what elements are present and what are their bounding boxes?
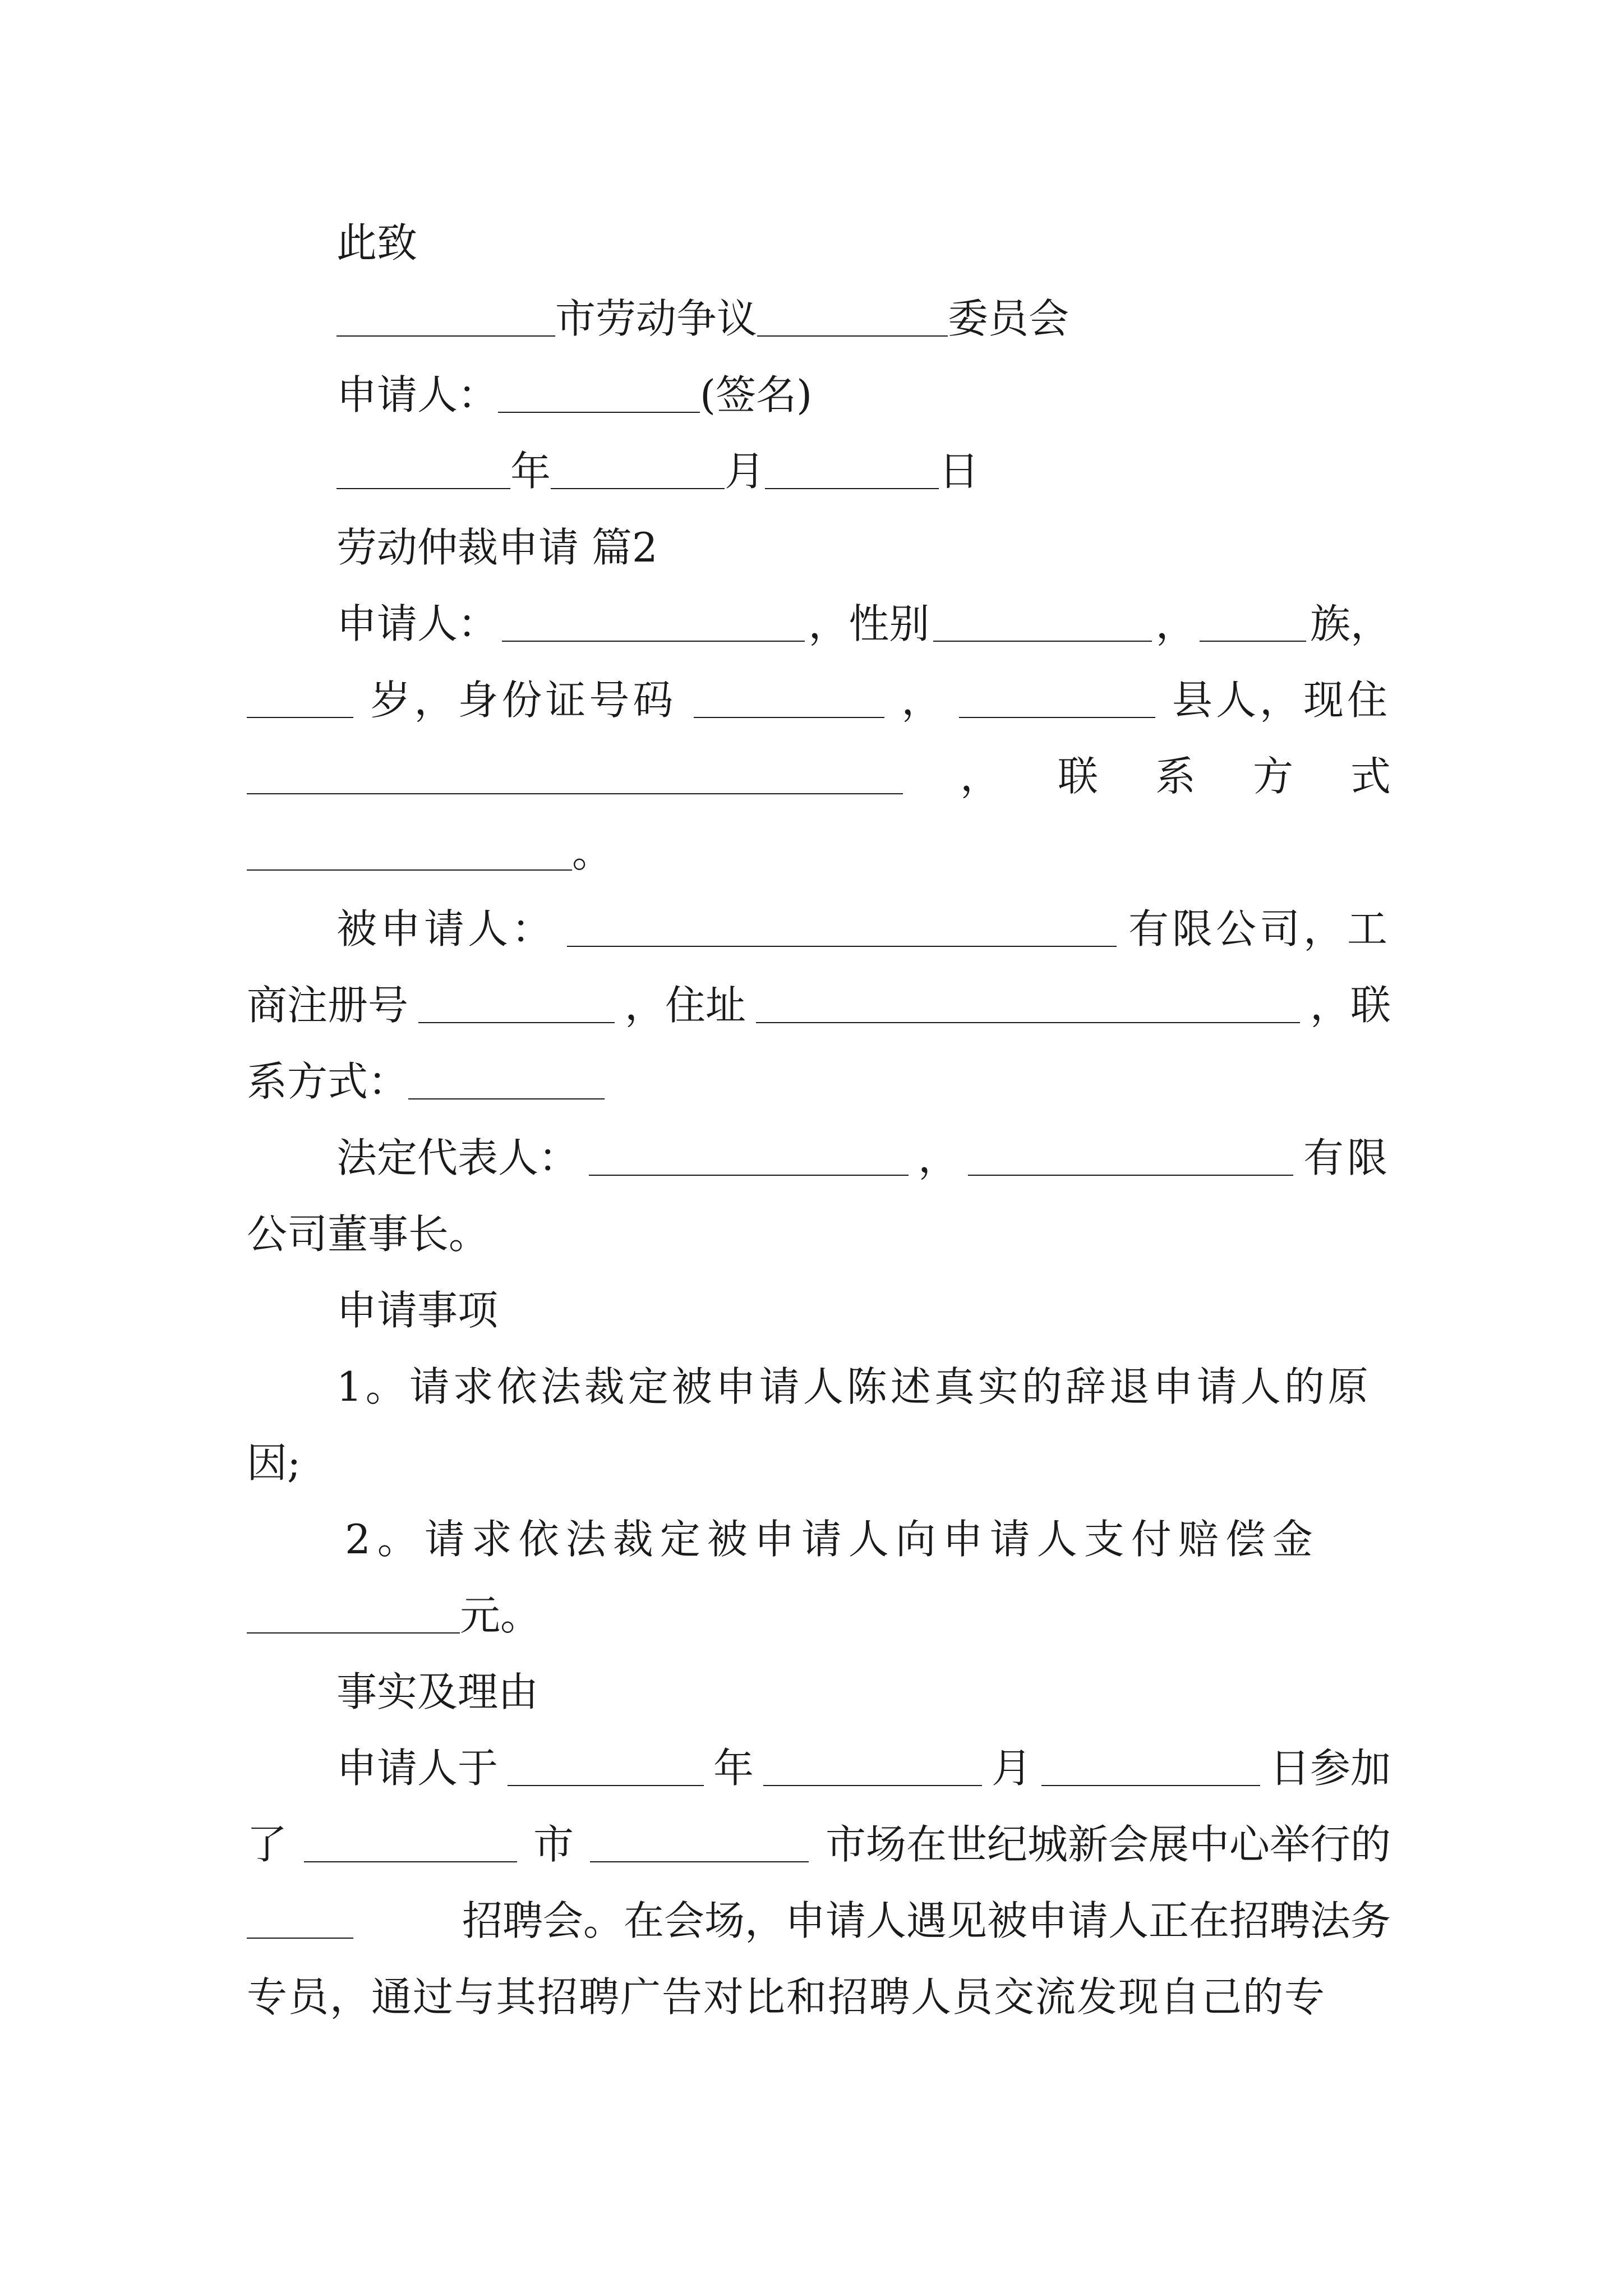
respondent-line-3 bbox=[247, 1043, 1391, 1120]
applicant-age: 岁，身份证号码 bbox=[370, 677, 677, 724]
blank-contact[interactable] bbox=[247, 869, 572, 871]
addressee-end: 委员会 bbox=[948, 295, 1069, 342]
facts-l2-tail: 市场在世纪城新会展中心举行的 bbox=[825, 1821, 1391, 1868]
blank-fact-year[interactable] bbox=[508, 1785, 704, 1786]
applicant-line-2 bbox=[247, 662, 1391, 738]
addressee-mid: 市劳动争议 bbox=[555, 295, 758, 342]
blank-day[interactable] bbox=[765, 488, 939, 489]
claim-1-text: 1。请求依法裁定被申请人陈述真实的辞退申请人的原 bbox=[336, 1363, 1372, 1410]
addressee-line bbox=[247, 280, 1391, 357]
legal-rep-comma: ， bbox=[917, 1134, 958, 1181]
claim-2-line-2 bbox=[247, 1577, 1391, 1654]
legal-rep-line-1 bbox=[247, 1120, 1391, 1196]
blank-county[interactable] bbox=[959, 717, 1155, 718]
blank-city[interactable] bbox=[336, 335, 555, 337]
facts-title-text: 事实及理由 bbox=[336, 1668, 539, 1715]
respondent-line-2 bbox=[247, 967, 1391, 1043]
legal-rep-label: 法定代表人： bbox=[336, 1134, 579, 1181]
facts-l4-text: 专员，通过与其招聘广告对比和招聘人员交流发现自己的专 bbox=[247, 1973, 1326, 2021]
blank-fact-market[interactable] bbox=[590, 1861, 809, 1862]
facts-line-3 bbox=[247, 1883, 1391, 1959]
facts-title bbox=[247, 1654, 1391, 1730]
facts-l3-tail: 招聘会。在会场，申请人遇见被申请人正在招聘法务 bbox=[462, 1897, 1391, 1944]
date-line bbox=[247, 433, 1391, 509]
facts-l1-a: 申请人于 bbox=[336, 1745, 499, 1792]
claim-1-tail: 因; bbox=[247, 1439, 301, 1487]
legal-rep-line2-text: 公司董事长。 bbox=[247, 1211, 490, 1258]
section-title-text: 劳动仲裁申请 篇2 bbox=[336, 524, 658, 571]
blank-legal-rep[interactable] bbox=[589, 1175, 909, 1176]
signer-line bbox=[247, 357, 1391, 433]
respondent-reg: 商注册号 bbox=[247, 982, 409, 1029]
blank-respondent-contact[interactable] bbox=[408, 1098, 605, 1099]
respondent-contact: 系方式： bbox=[247, 1058, 409, 1105]
respondent-company: 有限公司，工 bbox=[1128, 905, 1391, 953]
respondent-contact-tail: ，联 bbox=[1310, 982, 1391, 1029]
contact-char-1: 联 bbox=[1057, 753, 1098, 800]
blank-id-number[interactable] bbox=[694, 717, 884, 718]
blank-signature[interactable] bbox=[498, 412, 700, 413]
facts-line-2 bbox=[247, 1806, 1391, 1883]
date-year: 年 bbox=[510, 448, 551, 495]
signer-sign: (签名) bbox=[700, 371, 813, 418]
applicant-gender: ，性别 bbox=[808, 600, 930, 647]
blank-year[interactable] bbox=[336, 488, 510, 489]
date-day: 日 bbox=[939, 448, 980, 495]
claim-2-text: 2。请求依法裁定被申请人向申请人支付赔偿金 bbox=[345, 1516, 1320, 1563]
facts-l1-year: 年 bbox=[713, 1745, 754, 1792]
claim-2-line-1 bbox=[247, 1501, 1391, 1577]
contact-char-4: 式 bbox=[1350, 753, 1391, 800]
respondent-label: 被申请人： bbox=[336, 905, 556, 953]
respondent-line-1 bbox=[247, 891, 1391, 967]
facts-line-1 bbox=[247, 1730, 1391, 1806]
closing-text: 此致 bbox=[336, 219, 418, 266]
contact-char-2: 系 bbox=[1155, 753, 1196, 800]
applicant-county: 县人，现住 bbox=[1172, 677, 1391, 724]
applicant-line-3 bbox=[247, 738, 1391, 815]
legal-rep-tail: 有限 bbox=[1303, 1134, 1391, 1181]
claims-title-text: 申请事项 bbox=[336, 1287, 499, 1334]
applicant-ethnic: 族， bbox=[1310, 600, 1391, 647]
facts-l1-day: 日参加 bbox=[1269, 1745, 1391, 1792]
blank-committee[interactable] bbox=[757, 335, 948, 337]
applicant-label: 申请人： bbox=[336, 600, 499, 647]
claim-1-line-2 bbox=[247, 1425, 1391, 1501]
blank-fact-city[interactable] bbox=[304, 1861, 517, 1862]
blank-fact-day[interactable] bbox=[1041, 1785, 1260, 1786]
closing-line bbox=[247, 205, 1391, 281]
blank-reg-number[interactable] bbox=[418, 1022, 615, 1023]
blank-legal-rep-company[interactable] bbox=[968, 1175, 1293, 1176]
legal-rep-line-2 bbox=[247, 1196, 1391, 1272]
applicant-comma: ， bbox=[1155, 600, 1196, 647]
facts-l2-city: 市 bbox=[533, 1821, 574, 1868]
blank-fact-event[interactable] bbox=[247, 1938, 353, 1939]
section-title bbox=[247, 509, 1391, 586]
respondent-addr: ，住址 bbox=[624, 982, 746, 1029]
applicant-period: 。 bbox=[572, 829, 613, 876]
blank-respondent-address[interactable] bbox=[756, 1022, 1300, 1023]
claims-title bbox=[247, 1272, 1391, 1349]
blank-age[interactable] bbox=[247, 717, 353, 718]
facts-l2-a: 了 bbox=[247, 1821, 288, 1868]
applicant-comma2: ， bbox=[901, 677, 942, 724]
facts-line-4 bbox=[247, 1959, 1391, 2035]
applicant-line-1 bbox=[247, 586, 1391, 662]
blank-applicant-name[interactable] bbox=[502, 641, 805, 642]
blank-company[interactable] bbox=[567, 946, 1117, 947]
claim-1-line-1 bbox=[247, 1349, 1391, 1425]
blank-ethnic[interactable] bbox=[1200, 641, 1306, 642]
contact-char-3: 方 bbox=[1252, 753, 1293, 800]
applicant-line-4 bbox=[247, 815, 1391, 891]
date-month: 月 bbox=[725, 448, 766, 495]
blank-fact-month[interactable] bbox=[763, 1785, 982, 1786]
blank-gender[interactable] bbox=[933, 641, 1152, 642]
signer-label: 申请人： bbox=[336, 371, 499, 418]
blank-address[interactable] bbox=[247, 793, 903, 794]
blank-month[interactable] bbox=[551, 488, 725, 489]
contact-char-0: ， bbox=[960, 753, 1000, 800]
blank-compensation[interactable] bbox=[247, 1632, 460, 1634]
facts-l1-month: 月 bbox=[991, 1745, 1032, 1792]
claim-2-tail: 元。 bbox=[460, 1592, 541, 1639]
